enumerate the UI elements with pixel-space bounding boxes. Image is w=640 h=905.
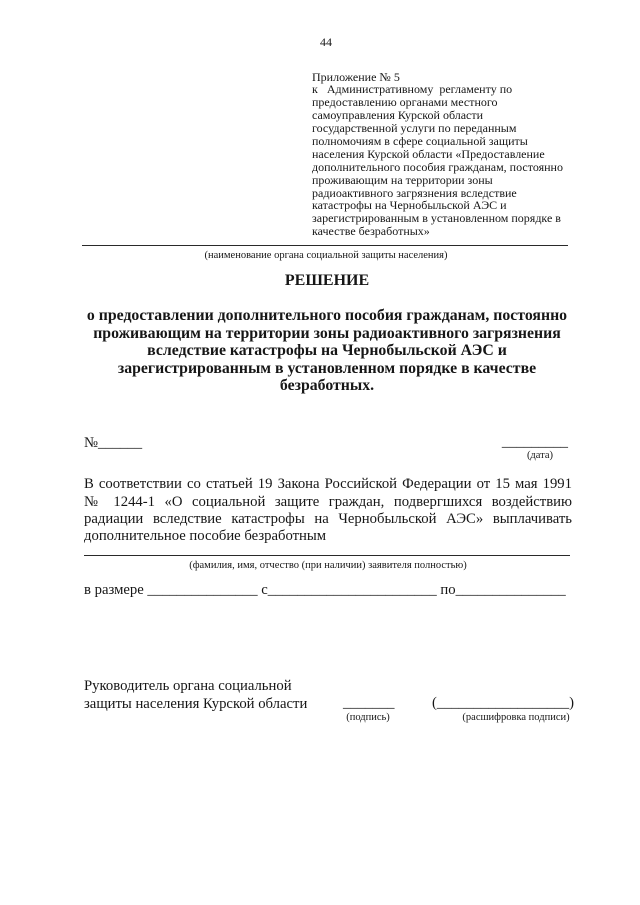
body-paragraph	[84, 476, 572, 545]
appendix-line: предоставлению органами местного	[312, 95, 498, 110]
signature-field: _______	[343, 694, 395, 711]
appendix-line: государственной услуги по переданным	[312, 121, 517, 136]
appendix-line: дополнительного пособия гражданам, постоянно	[312, 159, 563, 174]
appendix-line: катастрофы на Чернобыльской АЭС и	[312, 198, 507, 213]
period-to-blank: _______________	[455, 581, 566, 598]
subject-line: проживающим на территории зоны радиоактивного загрязнения	[93, 324, 561, 342]
date-caption: (дата)	[526, 450, 554, 461]
applicant-caption: (фамилия, имя, отчество (при наличии) заявителя полностью)	[189, 560, 467, 571]
subject-line: безработных.	[279, 377, 375, 395]
appendix-line: полномочиям в сфере социальной защиты	[312, 133, 528, 148]
subject-line: зарегистрированным в установленном порядке в качестве	[117, 359, 537, 377]
appendix-line: самоуправления Курской области	[312, 108, 484, 123]
appendix-line: населения Курской области «Предоставление	[312, 146, 545, 161]
signatory-line: защиты населения Курской области	[84, 696, 308, 712]
signature-name-field: (__________________)	[432, 694, 574, 711]
appendix-line: к Административному регламенту по	[312, 82, 513, 97]
appendix-block	[312, 71, 612, 239]
amount-line	[84, 582, 566, 599]
period-to-label: по	[440, 581, 456, 598]
period-from-label: с	[261, 581, 268, 598]
decision-number-field: №______	[84, 434, 143, 451]
amount-blank: _______________	[147, 581, 258, 598]
applicant-name-line	[84, 555, 570, 556]
body-line: радиации вследствие катастрофы на Чернобыльской АЭС» выплачивать	[84, 510, 572, 527]
body-line: дополнительное пособие безработным	[84, 528, 327, 545]
body-line: В соответствии со статьей 19 Закона Российской Федерации от 15 мая 1991	[84, 476, 572, 493]
appendix-line: Приложение № 5	[312, 69, 400, 84]
appendix-line: качестве безработных»	[312, 224, 430, 239]
signatory-title	[84, 677, 307, 713]
date-field: _________	[501, 433, 568, 450]
subject-line: вследствие катастрофы на Чернобыльской АЭС и	[147, 342, 507, 360]
signature-name-caption: (расшифровка подписи)	[462, 712, 570, 723]
signature-caption: (подпись)	[346, 712, 390, 723]
amount-label: в размере	[84, 581, 144, 598]
period-from-blank: _______________________	[267, 581, 437, 598]
body-line: № 1244-1 «О социальной защите граждан, подвергшихся воздействию	[84, 493, 572, 510]
organ-name-line	[82, 245, 568, 246]
signatory-line: Руководитель органа социальной	[84, 678, 292, 694]
appendix-line: зарегистрированным в установленном порядке в	[312, 211, 561, 226]
decision-subject	[35, 307, 619, 395]
organ-caption: (наименование органа социальной защиты населения)	[204, 250, 448, 261]
appendix-line: радиоактивного загрязнения вследствие	[312, 185, 517, 200]
subject-line: о предоставлении дополнительного пособия гражданам, постоянно	[86, 307, 568, 325]
page-number: 44	[320, 35, 332, 49]
decision-heading: РЕШЕНИЕ	[284, 272, 370, 289]
appendix-line: проживающим на территории зоны	[312, 172, 493, 187]
